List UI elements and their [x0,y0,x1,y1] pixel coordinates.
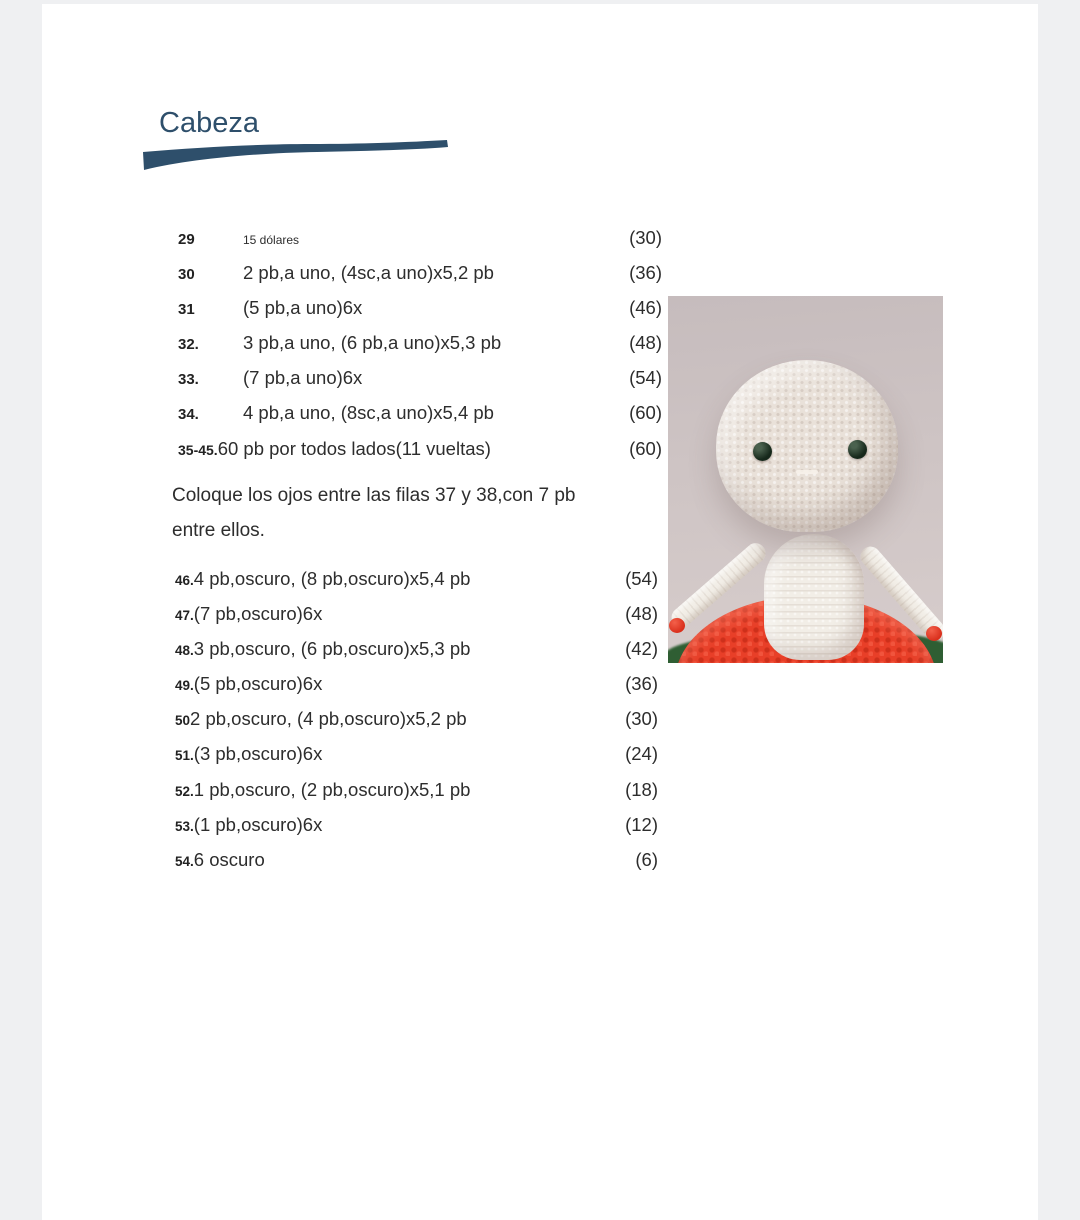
eye-placement-note: Coloque los ojos entre las filas 37 y 38,con 7 pb entre ellos. [172,485,576,542]
row-instruction: 6 oscuro [193,848,265,870]
stitch-count: (24) [625,743,658,765]
pattern-row [178,431,662,466]
row-instruction: (5 pb,oscuro)6x [193,673,323,695]
row-number: 35-45. [178,441,218,458]
row-instruction: 4 pb,oscuro, (8 pb,oscuro)x5,4 pb [193,568,471,589]
row-instruction: 60 pb por todos lados(11 vueltas) [217,437,491,459]
pattern-row [175,596,658,631]
doll-eye-left [753,442,772,461]
row-instruction: (1 pb,oscuro)6x [193,813,323,835]
row-number: 53. [175,818,194,834]
pattern-row [175,701,658,736]
pattern-row [178,395,662,430]
row-instruction: 3 pb,oscuro, (6 pb,oscuro)x5,3 pb [193,638,471,660]
row-number: 54. [175,853,194,869]
row-number: 29 [178,231,195,248]
pattern-row [178,325,662,360]
row-instruction: (3 pb,oscuro)6x [193,743,323,765]
row-instruction: (7 pb,oscuro)6x [193,603,323,625]
row-number: 52. [175,783,194,799]
stitch-count: (60) [629,402,662,424]
row-number: 46. [175,573,194,588]
pattern-row [175,807,658,842]
pattern-row-list-top [178,220,662,466]
row-number: 33. [178,371,199,389]
doll-hand-right [926,626,942,641]
stitch-count: (54) [629,367,662,389]
row-number: 34. [178,406,199,424]
row-number: 47. [175,608,194,624]
title-underline-swoosh [141,137,449,171]
stitch-count: (60) [629,437,662,459]
pattern-row [175,666,658,701]
row-number: 48. [175,643,194,659]
row-instruction: 4 pb,a uno, (8sc,a uno)x5,4 pb [243,402,494,424]
pattern-row [178,360,662,395]
row-instruction: 2 pb,oscuro, (4 pb,oscuro)x5,2 pb [190,708,467,730]
row-instruction: 3 pb,a uno, (6 pb,a uno)x5,3 pb [243,332,502,354]
pattern-row [175,561,658,596]
stitch-count: (46) [629,297,662,319]
pattern-row [178,220,662,255]
pattern-row-list-bottom [175,561,658,877]
pattern-row [175,736,658,771]
row-instruction: 2 pb,a uno, (4sc,a uno)x5,2 pb [243,262,494,284]
stitch-count: (42) [625,638,658,660]
pattern-row [175,631,658,666]
stitch-count: (18) [625,778,658,800]
row-number: 31 [178,301,195,319]
row-number: 50 [175,713,191,729]
stitch-count: (12) [625,813,658,835]
pattern-row [178,255,662,290]
stitch-count: (54) [625,568,658,589]
stitch-count: (36) [629,262,662,284]
document-page [42,4,1038,1220]
doll-hand-left [669,618,685,633]
stitch-count: (48) [629,332,662,354]
doll-photo [668,296,943,663]
stitch-count: (6) [635,848,658,870]
row-number: 49. [175,678,194,694]
row-instruction: (5 pb,a uno)6x [243,297,363,319]
stitch-count: (48) [625,603,658,625]
doll-eye-right [848,440,867,459]
stitch-count: (30) [625,708,658,730]
row-instruction: 15 dólares [243,233,300,247]
section-title: Cabeza [159,107,259,139]
row-instruction: 1 pb,oscuro, (2 pb,oscuro)x5,1 pb [193,778,471,800]
row-number: 51. [175,748,194,764]
doll-head [716,360,898,532]
doll-mouth-stitch [796,470,818,474]
row-instruction: (7 pb,a uno)6x [243,367,363,389]
stitch-count: (30) [629,227,662,248]
stitch-count: (36) [625,673,658,695]
doll-body [764,534,864,660]
pattern-row [178,290,662,325]
pattern-row [175,842,658,877]
row-number: 32. [178,336,199,354]
row-number: 30 [178,266,195,284]
pattern-row [175,772,658,807]
